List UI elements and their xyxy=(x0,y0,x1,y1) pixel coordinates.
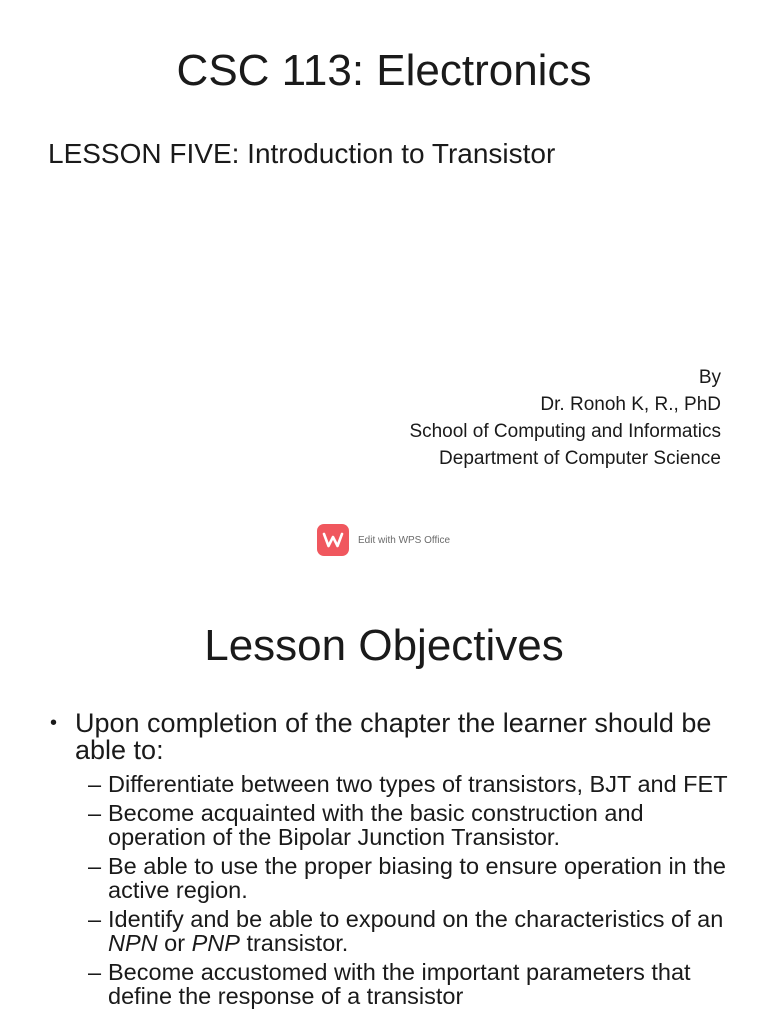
list-item xyxy=(88,907,728,955)
sub-item-text-post: transistor. xyxy=(239,930,349,956)
sub-item-text: Be able to use the proper biasing to ensure operation in the active region. xyxy=(108,853,726,903)
sub-dash: – xyxy=(88,959,102,985)
slide-title: CSC 113: Electronics xyxy=(176,46,592,95)
list-item xyxy=(88,801,728,849)
wps-watermark-text: Edit with WPS Office xyxy=(358,534,451,546)
sub-item-text-mid: or xyxy=(157,930,192,956)
sub-item-text: Become acquainted with the basic construction and operation of the Bipolar Junction Transistor. xyxy=(108,800,644,850)
wps-office-logo-icon xyxy=(317,524,349,556)
author-department: Department of Computer Science xyxy=(439,448,721,469)
list-item xyxy=(88,854,728,902)
main-bullet-text: Upon completion of the chapter the learner should be able to: xyxy=(75,708,712,765)
list-item xyxy=(88,960,728,1008)
sub-item-text xyxy=(108,906,723,956)
list-item xyxy=(88,772,728,796)
author-block xyxy=(409,364,721,472)
sub-dash: – xyxy=(88,906,102,932)
author-name: Dr. Ronoh K, R., PhD xyxy=(540,394,721,415)
bullet-dot: • xyxy=(50,712,58,734)
lesson-subtitle: LESSON FIVE: Introduction to Transistor xyxy=(48,138,556,169)
wps-watermark[interactable] xyxy=(317,524,450,556)
sub-dash: – xyxy=(88,771,102,797)
sub-dash: – xyxy=(88,800,102,826)
author-by: By xyxy=(698,367,721,388)
sub-item-text: Become accustomed with the important parameters that define the response of a transistor xyxy=(108,959,691,1009)
sub-item-text: Differentiate between two types of transistors, BJT and FET xyxy=(108,771,728,797)
objective-sub-list xyxy=(88,772,728,1013)
sub-item-text-pre: Identify and be able to expound on the characteristics of an xyxy=(108,906,724,932)
npn-term: NPN xyxy=(108,930,158,956)
sub-dash: – xyxy=(88,853,102,879)
objective-main-bullet xyxy=(50,710,730,764)
objectives-title: Lesson Objectives xyxy=(204,621,564,670)
pnp-term: PNP xyxy=(191,930,240,956)
author-school: School of Computing and Informatics xyxy=(409,421,721,442)
